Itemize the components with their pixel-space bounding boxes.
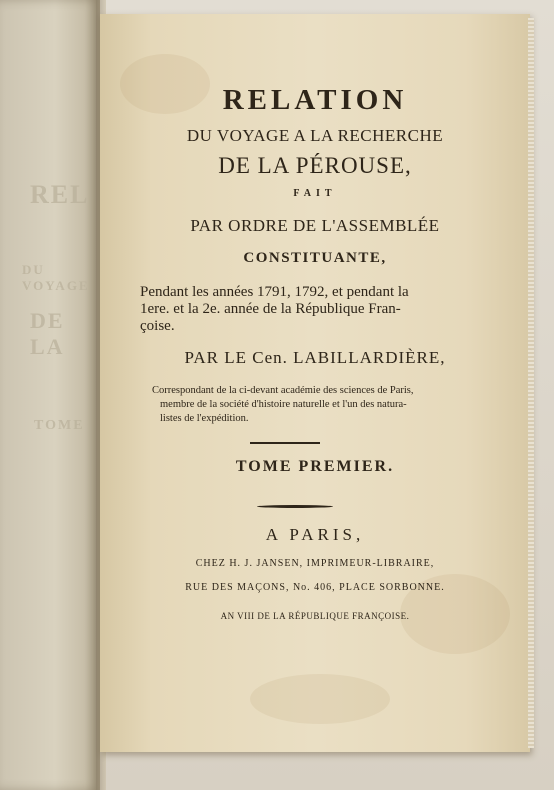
pendant-line-1: Pendant les années 1791, 1792, et pendant la xyxy=(140,284,409,300)
publisher-line: CHEZ H. J. JANSEN, IMPRIMEUR-LIBRAIRE, xyxy=(195,558,435,569)
place-line: A PARIS, xyxy=(265,525,365,544)
subtitle-line-2: DE LA PÉROUSE, xyxy=(218,153,412,178)
book-title: RELATION xyxy=(222,84,408,116)
pendant-line-2: 1ere. et la 2e. année de la République Fran- xyxy=(140,301,401,317)
ghost-text-3: DE LA xyxy=(30,308,65,359)
left-page-flyleaf xyxy=(0,0,100,790)
divider-rule-2 xyxy=(257,505,333,508)
divider-rule-1 xyxy=(250,442,320,444)
fait-label: FAIT xyxy=(293,188,337,199)
subtitle-line-1: DU VOYAGE A LA RECHERCHE xyxy=(186,126,444,145)
ordre-line: PAR ORDRE DE L'ASSEMBLÉE xyxy=(190,216,440,235)
tome-label: TOME PREMIER. xyxy=(235,458,395,475)
ghost-text-2: DU VOYAGE xyxy=(22,262,90,293)
ghost-text-1: REL xyxy=(30,180,90,209)
title-page xyxy=(100,14,530,752)
correspondant-line-3: listes de l'expédition. xyxy=(160,413,249,424)
year-line: AN VIII DE LA RÉPUBLIQUE FRANÇOISE. xyxy=(220,611,410,621)
constituante-line: CONSTITUANTE, xyxy=(243,250,387,266)
author-line: PAR LE Cen. LABILLARDIÈRE, xyxy=(184,348,446,367)
correspondant-line-1: Correspondant de la ci-devant académie des sciences de Paris, xyxy=(152,385,414,396)
ghost-text-4: TOME xyxy=(34,418,85,433)
pendant-line-3: çoise. xyxy=(140,318,175,334)
address-line: RUE DES MAÇONS, No. 406, PLACE SORBONNE. xyxy=(185,582,445,593)
correspondant-line-2: membre de la société d'histoire naturelle et l'un des natura- xyxy=(160,399,407,410)
